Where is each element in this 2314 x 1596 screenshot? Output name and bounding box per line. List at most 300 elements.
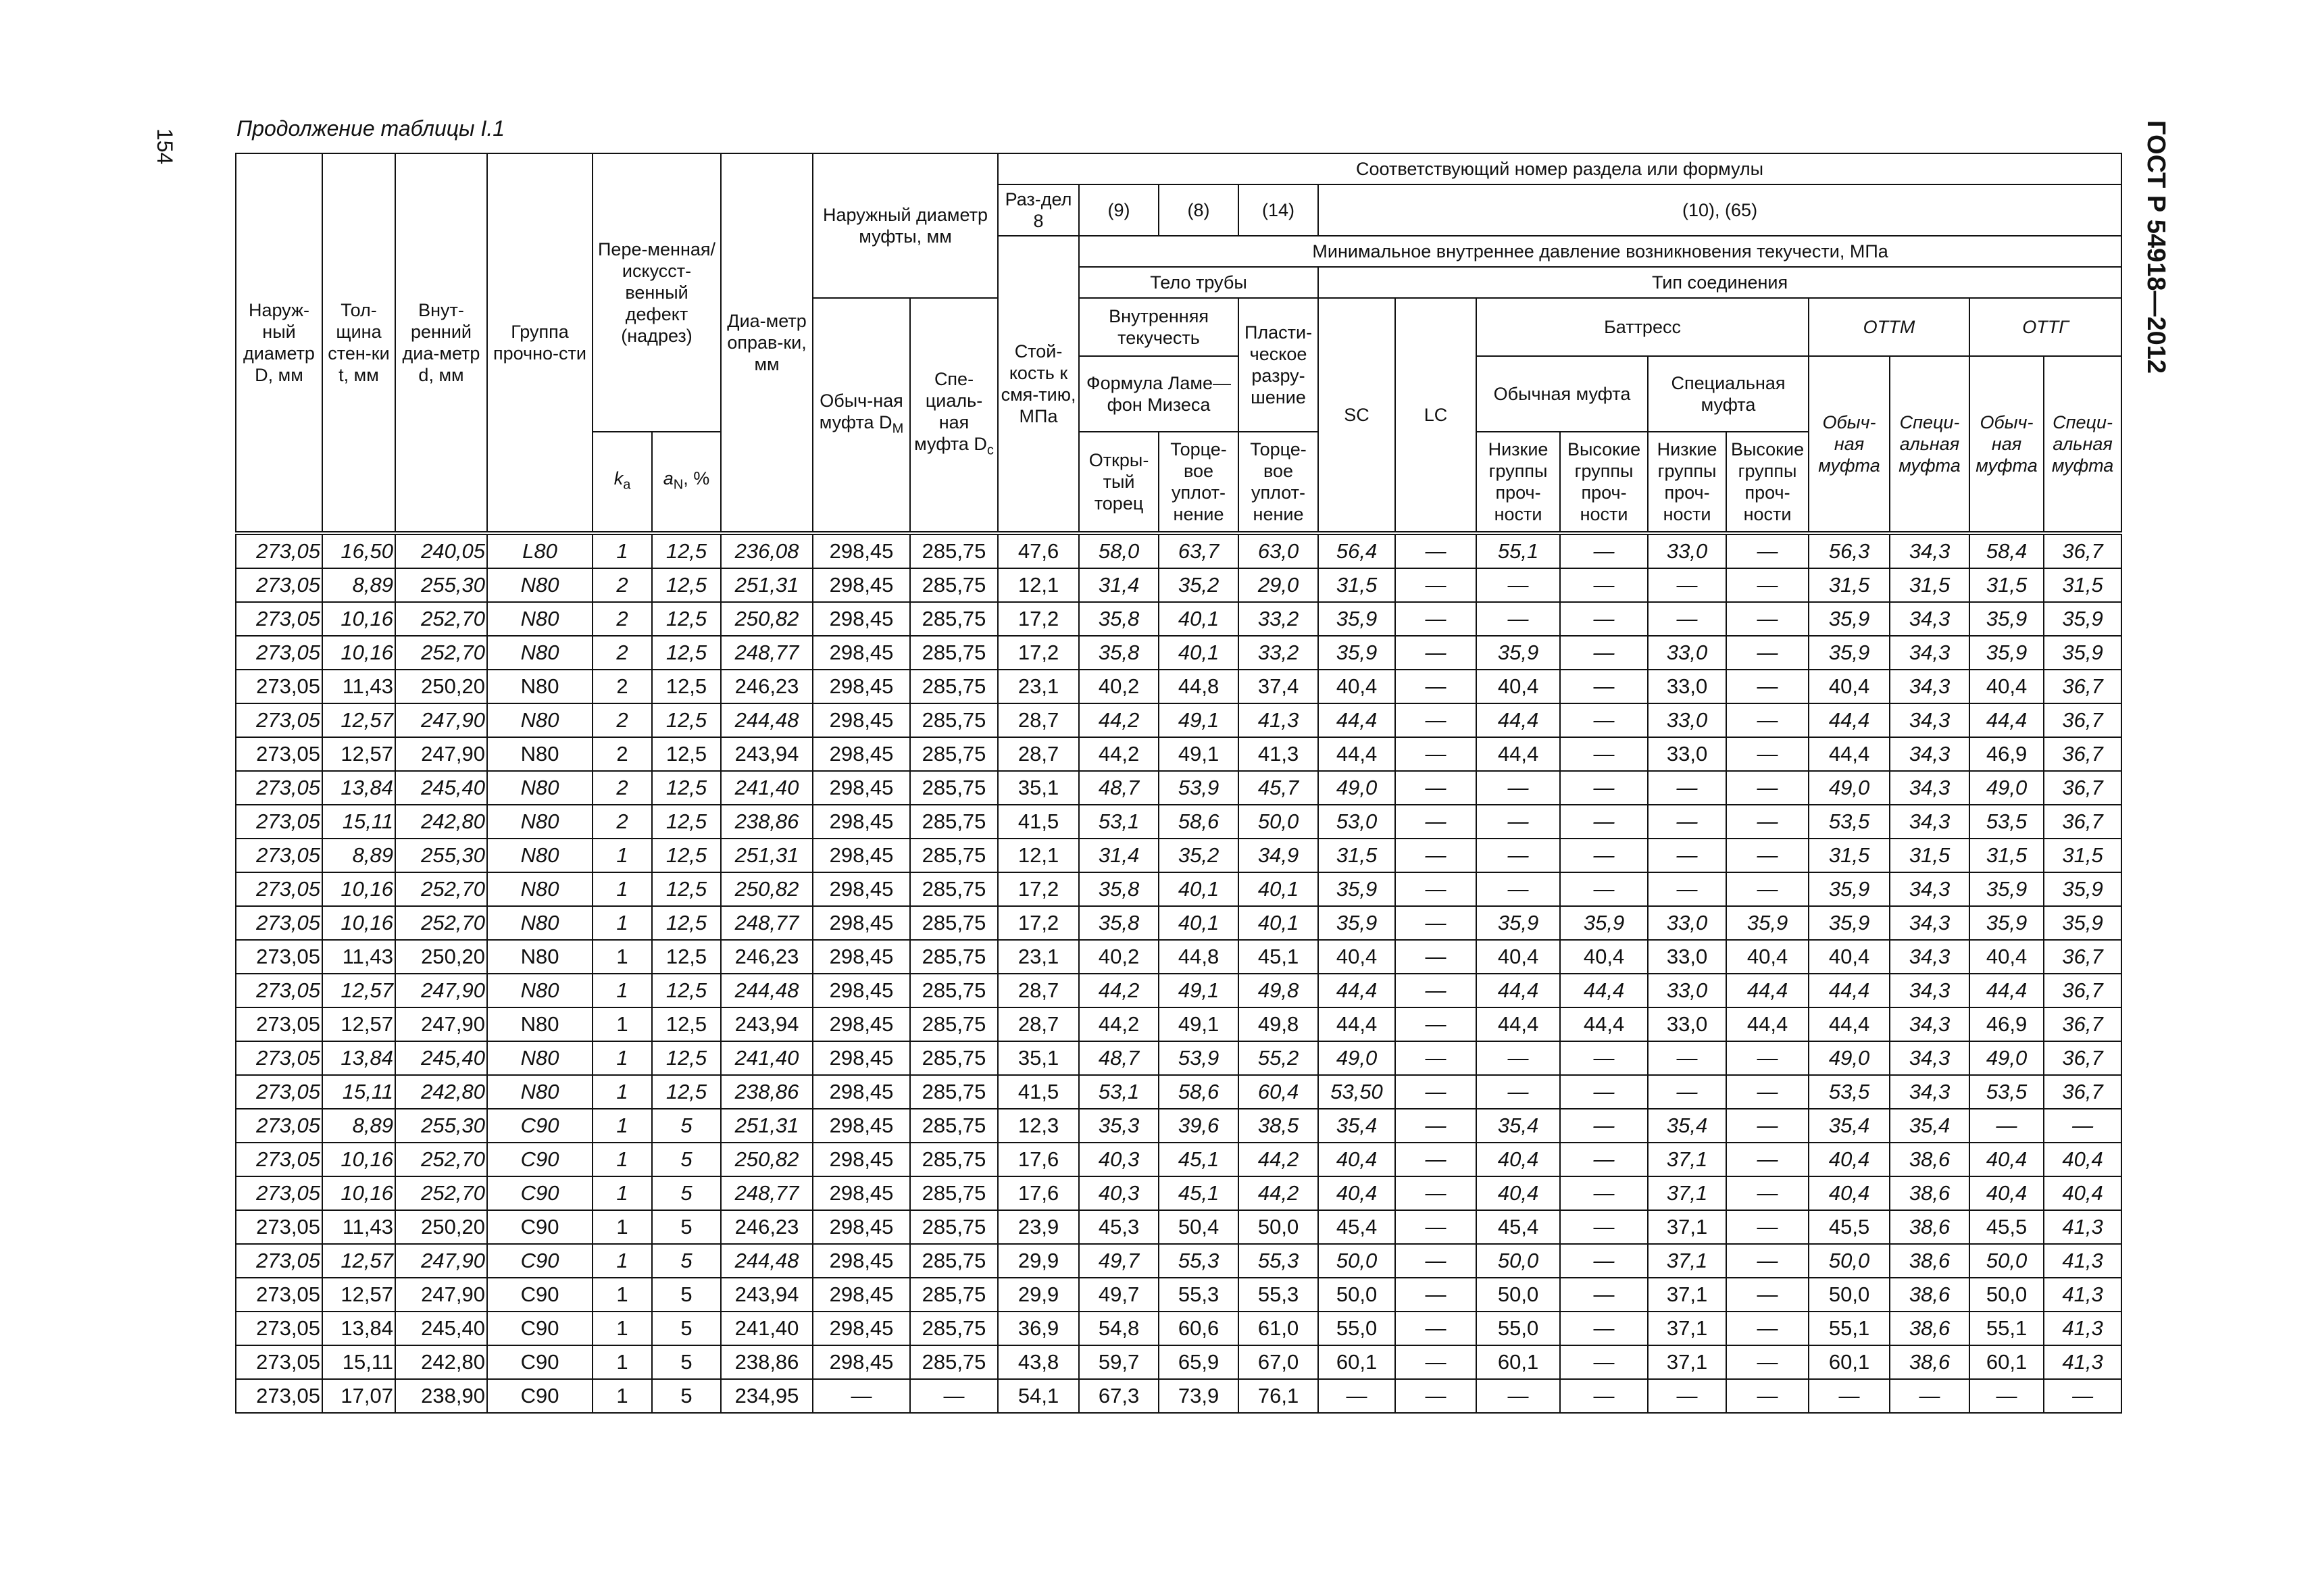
table-cell: 17,6 [998,1176,1079,1210]
table-cell: 12,5 [652,1075,721,1109]
table-cell: 44,2 [1079,703,1159,737]
table-cell: 29,9 [998,1278,1079,1312]
table-cell: N80 [487,703,593,737]
header-drift-diameter: Диа-метр оправ-ки, мм [721,153,813,533]
table-cell: 31,4 [1079,568,1159,602]
table-cell: 34,3 [1890,602,1969,636]
table-cell: 298,45 [813,872,910,906]
table-cell: 273,05 [236,1143,322,1176]
table-row [236,805,2121,839]
table-cell: 2 [593,602,652,636]
table-cell: 50,4 [1159,1210,1238,1244]
header-lame: Формула Ламе—фон Мизеса [1079,356,1238,432]
table-cell: 246,23 [721,940,813,974]
table-cell: 35,9 [2044,636,2121,670]
header-ottg: ОТТГ [1969,298,2121,356]
table-row [236,1244,2121,1278]
table-cell: — [1395,636,1476,670]
table-cell: 15,11 [322,805,395,839]
table-cell: 49,7 [1079,1278,1159,1312]
an-unit: , % [683,468,710,489]
table-cell: — [1560,670,1648,703]
table-cell: 273,05 [236,1379,322,1413]
table-cell: 273,05 [236,1278,322,1312]
table-cell: 2 [593,568,652,602]
table-cell: 34,3 [1890,533,1969,568]
table-cell: 241,40 [721,1041,813,1075]
table-cell: 1 [593,1379,652,1413]
table-row [236,1176,2121,1210]
table-cell: 44,2 [1238,1176,1318,1210]
table-cell: 49,0 [1969,1041,2044,1075]
header-low-grade: Низкие группы проч-ности [1476,432,1560,533]
table-cell: 298,45 [813,670,910,703]
table-cell: 298,45 [813,906,910,940]
table-cell: 2 [593,703,652,737]
table-cell: 56,4 [1318,533,1395,568]
table-cell: — [1560,568,1648,602]
table-cell: 45,5 [1809,1210,1890,1244]
table-cell: — [1726,1379,1809,1413]
table-cell: 40,4 [1809,1143,1890,1176]
table-cell: — [1648,602,1726,636]
table-cell: N80 [487,636,593,670]
table-cell: 49,0 [1318,1041,1395,1075]
table-cell: — [1560,872,1648,906]
table-cell: 12,5 [652,1007,721,1041]
table-cell: — [1395,1345,1476,1379]
table-cell: 73,9 [1159,1379,1238,1413]
table-cell: 50,0 [1969,1278,2044,1312]
table-cell: 33,0 [1648,906,1726,940]
header-formula-9: (9) [1079,184,1159,236]
table-cell: — [1476,1379,1560,1413]
table-cell: 35,8 [1079,602,1159,636]
table-cell: 1 [593,1210,652,1244]
table-cell: 236,08 [721,533,813,568]
table-cell: 238,86 [721,1075,813,1109]
table-cell: 10,16 [322,602,395,636]
table-cell: 285,75 [910,1210,998,1244]
table-cell: 35,4 [1809,1109,1890,1143]
table-cell: 245,40 [395,1312,487,1345]
header-section-title: Соответствующий номер раздела или формулы [998,153,2121,184]
table-cell: N80 [487,670,593,703]
page-number: 154 [153,128,177,165]
table-cell: 273,05 [236,1075,322,1109]
table-cell: 36,7 [2044,805,2121,839]
table-cell: 60,1 [1809,1345,1890,1379]
table-cell: 56,3 [1809,533,1890,568]
table-cell: 50,0 [1809,1244,1890,1278]
table-cell: 12,5 [652,805,721,839]
table-cell: 40,4 [1476,1143,1560,1176]
table-cell: 31,5 [2044,568,2121,602]
table-cell: 40,4 [1969,1176,2044,1210]
table-cell: 53,5 [1969,1075,2044,1109]
header-ottm: ОТТМ [1809,298,1969,356]
standard-designation: ГОСТ Р 54918—2012 [2142,120,2170,374]
table-cell: 245,40 [395,1041,487,1075]
header-pipe-body: Тело трубы [1079,267,1318,298]
table-cell: 44,8 [1159,670,1238,703]
table-cell: 50,0 [1809,1278,1890,1312]
table-cell: 28,7 [998,703,1079,737]
header-outer-diameter: Наруж-ный диаметр D, мм [236,153,322,533]
table-cell: 36,7 [2044,1041,2121,1075]
table-cell: — [1560,602,1648,636]
table-cell: 36,7 [2044,737,2121,771]
table-cell: 41,3 [1238,703,1318,737]
table-cell: 45,5 [1969,1210,2044,1244]
header-sc: SC [1318,298,1395,533]
table-cell: 35,2 [1159,568,1238,602]
table-cell: 273,05 [236,940,322,974]
table-cell: 17,07 [322,1379,395,1413]
table-cell: 5 [652,1109,721,1143]
table-row [236,771,2121,805]
table-row [236,1278,2121,1312]
table-cell: 12,5 [652,533,721,568]
table-cell: 31,5 [1890,839,1969,872]
table-cell: 31,4 [1079,839,1159,872]
table-cell: 44,4 [1476,703,1560,737]
table-cell: 298,45 [813,568,910,602]
table-cell: 5 [652,1278,721,1312]
header-buttress-special: Специальная муфта [1648,356,1809,432]
table-cell: 44,2 [1079,1007,1159,1041]
table-cell: 273,05 [236,568,322,602]
table-cell: — [1476,1041,1560,1075]
table-cell: — [1395,839,1476,872]
table-cell: 58,6 [1159,805,1238,839]
table-cell: — [1560,533,1648,568]
table-cell: — [1726,1109,1809,1143]
table-cell: 250,82 [721,1143,813,1176]
header-lc: LC [1395,298,1476,533]
table-cell: 252,70 [395,636,487,670]
data-table [235,153,2122,1414]
table-cell: 273,05 [236,670,322,703]
table-cell: 40,4 [1476,940,1560,974]
table-cell: 298,45 [813,533,910,568]
table-cell: 273,05 [236,533,322,568]
table-cell: 38,5 [1238,1109,1318,1143]
table-cell: — [1890,1379,1969,1413]
table-cell: 35,4 [1648,1109,1726,1143]
table-cell: 242,80 [395,1075,487,1109]
table-cell: 273,05 [236,1109,322,1143]
table-cell: 238,86 [721,1345,813,1379]
table-cell: 60,1 [1318,1345,1395,1379]
table-cell: 34,3 [1890,906,1969,940]
table-cell: 31,5 [1809,568,1890,602]
table-cell: 55,1 [1809,1312,1890,1345]
table-cell: 35,9 [1476,906,1560,940]
table-cell: 252,70 [395,1143,487,1176]
table-cell: 12,5 [652,636,721,670]
table-cell: 5 [652,1176,721,1210]
table-cell: — [1560,1312,1648,1345]
table-cell: — [1726,1210,1809,1244]
table-cell: — [1395,670,1476,703]
table-cell: — [1395,974,1476,1007]
table-cell: 36,7 [2044,703,2121,737]
table-cell: 31,5 [1809,839,1890,872]
table-cell: 12,5 [652,670,721,703]
table-cell: 44,4 [1318,974,1395,1007]
table-cell: 45,1 [1159,1143,1238,1176]
table-row [236,737,2121,771]
table-cell: — [1395,602,1476,636]
table-cell: 53,5 [1969,805,2044,839]
table-cell: 47,6 [998,533,1079,568]
table-cell: 38,6 [1890,1176,1969,1210]
table-cell: N80 [487,974,593,1007]
header-capped-end: Торце-вое уплот-нение [1159,432,1238,533]
table-cell: 285,75 [910,737,998,771]
table-cell: 5 [652,1143,721,1176]
table-cell: 12,5 [652,1041,721,1075]
table-cell: 35,9 [2044,602,2121,636]
table-cell: 34,3 [1890,872,1969,906]
table-cell: 46,9 [1969,737,2044,771]
table-row [236,1312,2121,1345]
table-cell: — [1560,1278,1648,1312]
table-cell: L80 [487,533,593,568]
table-cell: 65,9 [1159,1345,1238,1379]
table-cell: 285,75 [910,1075,998,1109]
table-cell: 38,6 [1890,1345,1969,1379]
table-cell: 298,45 [813,974,910,1007]
table-row [236,872,2121,906]
table-cell: 243,94 [721,737,813,771]
table-cell: — [1726,839,1809,872]
header-defect: Пере-менная/ искусст-венный дефект (надрез) [593,153,721,432]
table-cell: 28,7 [998,1007,1079,1041]
header-ka [593,432,652,533]
table-cell: 40,4 [2044,1143,2121,1176]
table-cell: 35,1 [998,771,1079,805]
table-cell: 67,3 [1079,1379,1159,1413]
table-cell: 285,75 [910,568,998,602]
table-cell: 17,2 [998,906,1079,940]
table-cell: 37,4 [1238,670,1318,703]
table-cell: 50,0 [1969,1244,2044,1278]
table-cell: — [1648,1379,1726,1413]
table-cell: 35,9 [1969,636,2044,670]
table-cell: 40,4 [1476,1176,1560,1210]
header-open-end: Откры-тый торец [1079,432,1159,533]
table-cell: 40,4 [1318,670,1395,703]
table-cell: 50,0 [1238,805,1318,839]
table-cell: — [1395,1041,1476,1075]
table-row [236,940,2121,974]
table-cell: 8,89 [322,839,395,872]
table-cell: 13,84 [322,1041,395,1075]
table-cell: 55,3 [1159,1278,1238,1312]
table-cell: — [1395,940,1476,974]
table-cell: — [1648,771,1726,805]
table-cell: 240,05 [395,533,487,568]
table-cell: 45,1 [1238,940,1318,974]
table-cell: 29,9 [998,1244,1079,1278]
table-cell: 247,90 [395,974,487,1007]
table-cell: 53,5 [1809,805,1890,839]
table-caption: Продолжение таблицы I.1 [236,116,505,141]
table-cell: 35,9 [1969,872,2044,906]
table-cell: 10,16 [322,906,395,940]
table-cell: 250,20 [395,940,487,974]
table-cell: 44,4 [1318,703,1395,737]
table-cell: 12,5 [652,703,721,737]
table-cell: 5 [652,1244,721,1278]
header-coupling-special [910,298,998,533]
table-cell: 12,5 [652,737,721,771]
table-cell: — [1395,568,1476,602]
table-cell: 1 [593,1007,652,1041]
table-cell: N80 [487,737,593,771]
table-cell: 1 [593,974,652,1007]
header-internal-yield: Внутренняя текучесть [1079,298,1238,356]
table-cell: 285,75 [910,1345,998,1379]
table-cell: 273,05 [236,974,322,1007]
table-cell: 29,0 [1238,568,1318,602]
table-cell: 34,3 [1890,703,1969,737]
table-cell: 12,57 [322,1007,395,1041]
table-cell: — [1395,533,1476,568]
table-cell: — [1476,839,1560,872]
table-cell: 55,3 [1238,1278,1318,1312]
table-cell: — [1560,1041,1648,1075]
table-cell: 298,45 [813,771,910,805]
table-cell: 273,05 [236,602,322,636]
table-cell: — [1726,872,1809,906]
table-cell: 12,57 [322,737,395,771]
table-cell: 298,45 [813,1075,910,1109]
table-cell: 273,05 [236,1312,322,1345]
table-cell: 44,4 [1726,1007,1809,1041]
table-cell: 298,45 [813,805,910,839]
table-cell: — [1560,1143,1648,1176]
table-cell: 250,82 [721,872,813,906]
table-cell: 12,5 [652,940,721,974]
table-cell: 44,4 [1476,1007,1560,1041]
table-cell: 45,7 [1238,771,1318,805]
table-cell: 44,4 [1476,737,1560,771]
table-cell: 34,3 [1890,1007,1969,1041]
table-cell: C90 [487,1210,593,1244]
table-row [236,1007,2121,1041]
table-cell: 49,0 [1809,1041,1890,1075]
table-cell: 40,4 [2044,1176,2121,1210]
table-cell: 48,7 [1079,771,1159,805]
table-cell: — [1395,1143,1476,1176]
table-cell: 1 [593,1075,652,1109]
table-row [236,602,2121,636]
table-cell: 1 [593,533,652,568]
table-cell: — [910,1379,998,1413]
table-cell: 2 [593,737,652,771]
table-cell: 44,2 [1079,974,1159,1007]
table-cell: 243,94 [721,1278,813,1312]
table-cell: 252,70 [395,872,487,906]
table-cell: 16,50 [322,533,395,568]
table-cell: 34,3 [1890,1041,1969,1075]
table-cell: 5 [652,1312,721,1345]
table-cell: 38,6 [1890,1312,1969,1345]
table-cell: 2 [593,636,652,670]
table-cell: 35,9 [1476,636,1560,670]
table-cell: C90 [487,1312,593,1345]
table-cell: 298,45 [813,703,910,737]
table-cell: 31,5 [2044,839,2121,872]
table-cell: 53,9 [1159,1041,1238,1075]
table-cell: 36,7 [2044,670,2121,703]
table-cell: 35,8 [1079,872,1159,906]
table-cell: — [1560,1345,1648,1379]
table-cell: — [1395,1244,1476,1278]
table-cell: 1 [593,1176,652,1210]
table-cell: N80 [487,805,593,839]
table-cell: 12,3 [998,1109,1079,1143]
table-cell: C90 [487,1345,593,1379]
table-cell: 55,1 [1476,533,1560,568]
table-cell: 285,75 [910,839,998,872]
header-inner-diameter: Внут-ренний диа-метр d, мм [395,153,487,533]
table-cell: 12,5 [652,839,721,872]
coupling-special-sub: c [986,443,994,458]
table-cell: 54,8 [1079,1312,1159,1345]
table-cell: 33,0 [1648,670,1726,703]
table-cell: — [1395,1109,1476,1143]
table-cell: 247,90 [395,1244,487,1278]
table-cell: 298,45 [813,1210,910,1244]
table-cell: N80 [487,602,593,636]
table-cell: 41,5 [998,1075,1079,1109]
table-cell: — [1395,1312,1476,1345]
table-cell: 50,0 [1318,1278,1395,1312]
table-cell: 54,1 [998,1379,1079,1413]
table-cell: 252,70 [395,1176,487,1210]
table-cell: — [1726,703,1809,737]
table-cell: 55,3 [1238,1244,1318,1278]
table-cell: 40,3 [1079,1176,1159,1210]
table-row [236,1143,2121,1176]
table-cell: 35,9 [1809,872,1890,906]
table-cell: 35,9 [1318,602,1395,636]
table-cell: 273,05 [236,805,322,839]
table-cell: 34,3 [1890,805,1969,839]
table-cell: 5 [652,1379,721,1413]
table-cell: 40,4 [1726,940,1809,974]
table-cell: 40,1 [1238,906,1318,940]
header-high-grade-2: Высокие группы проч-ности [1726,432,1809,533]
table-cell: 45,4 [1476,1210,1560,1244]
header-ottg-special: Специ-альная муфта [2044,356,2121,533]
table-cell: N80 [487,1007,593,1041]
table-cell: 298,45 [813,1312,910,1345]
table-cell: 245,40 [395,771,487,805]
table-cell: 12,1 [998,839,1079,872]
table-cell: — [1560,1379,1648,1413]
table-cell: 38,6 [1890,1143,1969,1176]
header-formula-8: (8) [1159,184,1238,236]
table-cell: 298,45 [813,1041,910,1075]
table-cell: — [1726,602,1809,636]
table-cell: 285,75 [910,805,998,839]
table-cell: — [1726,1312,1809,1345]
